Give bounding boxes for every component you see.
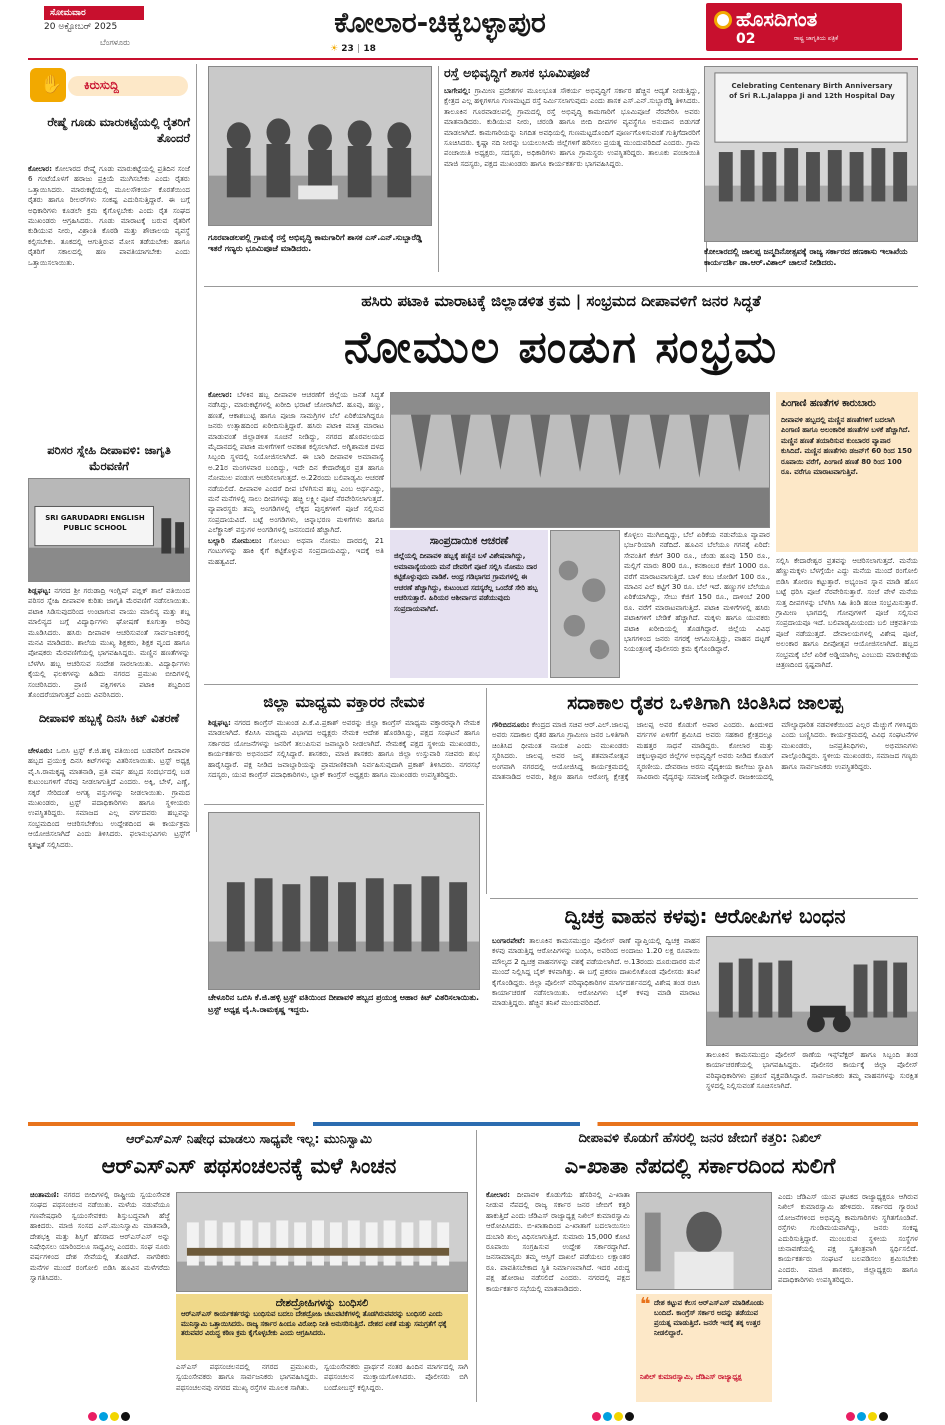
market-caption-title: ಸಾಂಪ್ರದಾಯಿಕ ಆಚರಣೆ (429, 535, 509, 547)
sidebar-story3-headline: ದೀಪಾವಳಿ ಹಬ್ಬಕ್ಕೆ ದಿನಸಿ ಕಿಟ್ ವಿತರಣೆ (38, 711, 180, 725)
nikhil-quote-text: ದೇಶ ಕಟ್ಟುವ ಕೆಲಸ ಆರ್‌ಎಸ್‌ಎಸ್ ಮಾಡಿಕೊಂಡು ಬಂದಿದೆ. ಕಾಂಗ್ರೆಸ್ ಸರ್ಕಾರ ಅದನ್ನು ತಡೆಯುವ ಪ್ರಯತ್ನ ಮಾಡುತ್ತಿದೆ. ಜನರೇ ಇದಕ್ಕೆ ತಕ್ಕ ಉತ್ತರ ನೀಡಲಿದ್ದಾರೆ. (654, 1299, 764, 1337)
media-spokesperson-dateline: ಶಿಡ್ಲಘಟ್ಟ: (208, 718, 231, 727)
market-photo (390, 392, 770, 528)
vehicle-theft-dateline: ಬಂಗಾರಪೇಟೆ: (492, 936, 526, 945)
ekhata-col3-text: ಎಂದು ಜೆಡಿಎಸ್ ಯುವ ಘಟಕದ ರಾಜ್ಯಾಧ್ಯಕ್ಷರೂ ಆಗಿರುವ ನಿಖಿಲ್ ಕುಮಾರಸ್ವಾಮಿ ಹೇಳಿದರು. ಸರ್ಕಾರದ ಗ್ಯಾರಂಟಿ ಯೋಜನೆಗಳಿಂದ ಅಭಿವೃದ್ಧಿ ಕಾಮಗಾರಿಗಳು ಸ್ಥಗಿತಗೊಂಡಿವೆ. ರಸ್ತೆಗಳು ಗುಂಡಿಮಯವಾಗಿದ್ದು, ಜನರು ಸಂಕಷ್ಟ ಎದುರಿಸುತ್ತಿದ್ದಾರೆ. ಮುಂಬರುವ ಸ್ಥಳೀಯ ಸಂಸ್ಥೆಗಳ ಚುನಾವಣೆಯಲ್ಲಿ ಪಕ್ಷ ಸ್ವತಂತ್ರವಾಗಿ ಸ್ಪರ್ಧಿಸಲಿದೆ. ಕಾರ್ಯಕರ್ತರು ಸಂಘಟನೆ ಬಲಪಡಿಸಲು ಶ್ರಮಿಸಬೇಕು ಎಂದರು. ಮಾಜಿ ಶಾಸಕರು, ಜಿಲ್ಲಾಧ್ಯಕ್ಷರು ಹಾಗೂ ಪದಾಧಿಕಾರಿಗಳು ಉಪಸ್ಥಿತರಿದ್ದರು. (778, 1192, 918, 1285)
bottom-divider (476, 1130, 477, 1402)
rss-headline: ಆರ್‌ಎಸ್‌ಎಸ್ ಪಥಸಂಚಲನಕ್ಕೆ ಮಳೆ ಸಿಂಚನ (101, 1154, 397, 1178)
top-row-rule (204, 286, 918, 287)
kit-distribution-caption: ಚೇಳೂರಿನ ಒಬಿಸಿ ಕೆ.ಜಿ.ಹಳ್ಳಿ ಟ್ರಸ್ಟ್ ವತಿಯಿಂದ ದೀಪಾವಳಿ ಹಬ್ಬದ ಪ್ರಯುಕ್ತ ಆಹಾರ ಕಿಟ್ ವಿತರಿಸಲಾಯಿತು. ಟ್ರಸ್ಟ್ ಅಧ್ಯಕ್ಷ ವೈ.ಸಿ.ರಾಮಕೃಷ್ಣ ಇದ್ದರು. (208, 993, 480, 1014)
ekhata-kicker: ದೀಪಾವಳಿ ಕೊಡುಗೆ ಹೆಸರಲ್ಲಿ ಜನರ ಜೇಬಿಗೆ ಕತ್ತರಿ: ನಿಖಿಲ್ (578, 1131, 822, 1146)
lead-col1-tail: ಗೋಂಟು ಅಥವಾ ನೋಮು ದಾರದಲ್ಲಿ 21 ಗಂಟುಗಳನ್ನು ಹಾಕಿ ಕೈಗೆ ಕಟ್ಟಿಕೊಳ್ಳುವ ಸಂಪ್ರದಾಯವಿದ್ದು, ಇದಕ್ಕೆ ಅತಿ ಮಹತ್ವವಿದೆ. (208, 535, 385, 566)
sidebar-story3-dateline: ಚೇಳೂರು: (28, 746, 53, 755)
ekhata-col3 (778, 1192, 918, 1402)
masthead-city: ಬೆಂಗಳೂರು (100, 38, 130, 47)
jalappa-tribute-headline: ಸದಾಕಾಲ ರೈತರ ಒಳಿತಿಗಾಗಿ ಚಿಂತಿಸಿದ ಜಾಲಪ್ಪ (567, 692, 843, 714)
rss-box (176, 1294, 468, 1360)
sidebar-story1-text: ಕೋಲಾರದ ರೇಷ್ಮೆ ಗೂಡು ಮಾರುಕಟ್ಟೆಯಲ್ಲಿ ಪ್ರತಿದಿನ ಸಂಜೆ 6 ಗಂಟೆಯೊಳಗೆ ಹರಾಜು ಪ್ರಕ್ರಿಯೆ ಮುಗಿಸಬೇಕು ಎಂದು ರೈತರು ಒತ್ತಾಯಿಸಿದರು. ಮಾರುಕಟ್ಟೆಯಲ್ಲಿ ಮೂಲಸೌಕರ್ಯ ಕೊರತೆಯಿಂದ ರೈತರು ಹಾಗೂ ರೀಲರ್‌ಗಳು ಸಂಕಷ್ಟ ಎದುರಿಸುತ್ತಿದ್ದಾರೆ. ಈ ಬಗ್ಗೆ ಅಧಿಕಾರಿಗಳು ಕೂಡಲೇ ಕ್ರಮ ಕೈಗೊಳ್ಳಬೇಕು ಎಂದು ರೈತ ಸಂಘದ ಮುಖಂಡರು ಆಗ್ರಹಿಸಿದರು. ಗೂಡು ಮಾರಾಟಕ್ಕೆ ಬರುವ ರೈತರಿಗೆ ಕುಡಿಯುವ ನೀರು, ವಿಶ್ರಾಂತಿ ಕೊಠಡಿ ಮತ್ತು ಶೌಚಾಲಯ ವ್ಯವಸ್ಥೆ ಕಲ್ಪಿಸಬೇಕು. ತೂಕದಲ್ಲಿ ಆಗುತ್ತಿರುವ ಮೋಸ ತಡೆಯಬೇಕು ಹಾಗೂ ರೈತರಿಗೆ ಸಕಾಲದಲ್ಲಿ ಹಣ ಪಾವತಿಯಾಗಬೇಕು ಎಂದು ಒತ್ತಾಯಿಸಲಾಯಿತು. (28, 164, 190, 267)
media-spokesperson-text: ನಗರದ ಕಾಂಗ್ರೆಸ್ ಮುಖಂಡ ಪಿ.ಕೆ.ವಿ.ಪ್ರಕಾಶ್ ಅವರನ್ನು ಜಿಲ್ಲಾ ಕಾಂಗ್ರೆಸ್ ಮಾಧ್ಯಮ ವಕ್ತಾರರನ್ನಾಗಿ ನೇಮಕ ಮಾಡಲಾಗಿದೆ. ಕೆಪಿಸಿಸಿ ಮಾಧ್ಯಮ ವಿಭಾಗದ ಅಧ್ಯಕ್ಷರು ನೇಮಕ ಆದೇಶ ಹೊರಡಿಸಿದ್ದು, ಪಕ್ಷದ ಸಂಘಟನೆ ಹಾಗೂ ಸರ್ಕಾರದ ಯೋಜನೆಗಳನ್ನು ಜನರಿಗೆ ತಲುಪಿಸುವ ಜವಾಬ್ದಾರಿ ನೀಡಲಾಗಿದೆ. ನೇಮಕಕ್ಕೆ ಪಕ್ಷದ ಸ್ಥಳೀಯ ಮುಖಂಡರು, ಕಾರ್ಯಕರ್ತರು ಅಭಿನಂದನೆ ಸಲ್ಲಿಸಿದ್ದಾರೆ. ಶಾಸಕರು, ಮಾಜಿ ಶಾಸಕರು ಹಾಗೂ ಜಿಲ್ಲಾ ಉಸ್ತುವಾರಿ ಸಚಿವರು ಶುಭ ಹಾರೈಸಿದ್ದಾರೆ. ಪಕ್ಷ ನೀಡಿದ ಜವಾಬ್ದಾರಿಯನ್ನು ಪ್ರಾಮಾಣಿಕವಾಗಿ ನಿರ್ವಹಿಸುವುದಾಗಿ ಪ್ರಕಾಶ್ ತಿಳಿಸಿದರು. ನಗರಸಭೆ ಸದಸ್ಯರು, ಯುವ ಕಾಂಗ್ರೆಸ್ ಪದಾಧಿಕಾರಿಗಳು, ಬ್ಲಾಕ್ ಕಾಂಗ್ರೆಸ್ ಅಧ್ಯಕ್ಷರು ಹಾಗೂ ಮುಖಂಡರು ಉಪಸ್ಥಿತರಿದ್ದರು. (208, 718, 480, 780)
registration-dots-right (846, 1406, 906, 1416)
media-spokesperson-body (208, 718, 480, 802)
sidebar-story3-body (28, 746, 190, 849)
seized-vehicles-photo (706, 936, 918, 1046)
school-banner-text: SRI GARUDADRI ENGLISH PUBLIC SCHOOL (45, 514, 145, 532)
lead-bottom-rule (204, 684, 918, 685)
rss-dateline: ಚಿಂತಾಮಣಿ: (30, 1190, 60, 1199)
road-story-text: ಗ್ರಾಮೀಣ ಪ್ರದೇಶಗಳ ಮೂಲಭೂತ ಸೌಕರ್ಯ ಅಭಿವೃದ್ಧಿಗೆ ಸರ್ಕಾರ ಹೆಚ್ಚಿನ ಆದ್ಯತೆ ನೀಡುತ್ತಿದ್ದು, ಕ್ಷೇತ್ರದ ಎಲ್ಲ ಹಳ್ಳಿಗಳಿಗೂ ಗುಣಮಟ್ಟದ ರಸ್ತೆ ನಿರ್ಮಿಸಲಾಗುವುದು ಎಂದು ಶಾಸಕ ಎಸ್.ಎನ್.ಸುಬ್ಬಾರೆಡ್ಡಿ ತಿಳಿಸಿದರು. ತಾಲೂಕಿನ ಗೂರವಾಡಲಪಲ್ಲಿ ಗ್ರಾಮದಲ್ಲಿ ರಸ್ತೆ ಅಭಿವೃದ್ಧಿ ಕಾಮಗಾರಿಗೆ ಭೂಮಿಪೂಜೆ ನೆರವೇರಿಸಿ ಅವರು ಮಾತನಾಡಿದರು. ಕುಡಿಯುವ ನೀರು, ಚರಂಡಿ ಹಾಗೂ ಬೀದಿ ದೀಪಗಳ ವ್ಯವಸ್ಥೆಗೂ ಅನುದಾನ ಬಿಡುಗಡೆ ಮಾಡಲಾಗಿದೆ. ಕಾಮಗಾರಿಯನ್ನು ನಿಗದಿತ ಅವಧಿಯಲ್ಲಿ ಗುಣಮಟ್ಟದೊಂದಿಗೆ ಪೂರ್ಣಗೊಳಿಸುವಂತೆ ಗುತ್ತಿಗೆದಾರರಿಗೆ ಸೂಚಿಸಿದರು. ಕೃಷ್ಣಾ ನದಿ ನೀರನ್ನು ಬಯಲುಸೀಮೆ ಜಿಲ್ಲೆಗಳಿಗೆ ಹರಿಸಲು ಪ್ರಯತ್ನ ಮುಂದುವರಿದಿದೆ ಎಂದರು. ಗ್ರಾಮ ಪಂಚಾಯಿತಿ ಅಧ್ಯಕ್ಷರು, ಸದಸ್ಯರು, ಅಧಿಕಾರಿಗಳು ಹಾಗೂ ಗ್ರಾಮಸ್ಥರು ಉಪಸ್ಥಿತರಿದ್ದರು. ತಾಲೂಕು ಪಂಚಾಯಿತಿ ಮಾಜಿ ಸದಸ್ಯರು, ಪಕ್ಷದ ಮುಖಂಡರು ಹಾಗೂ ಕಾರ್ಯಕರ್ತರು ಭಾಗವಹಿಸಿದ್ದರು. (444, 86, 700, 168)
ekhata-col1-text: ದೀಪಾವಳಿ ಕೊಡುಗೆಯ ಹೆಸರಿನಲ್ಲಿ ಎ-ಖಾತಾ ನೀಡುವ ನೆಪದಲ್ಲಿ ರಾಜ್ಯ ಸರ್ಕಾರ ಜನರ ಜೇಬಿಗೆ ಕತ್ತರಿ ಹಾಕುತ್ತಿದೆ ಎಂದು ಜೆಡಿಎಸ್ ರಾಜ್ಯಾಧ್ಯಕ್ಷ ನಿಖಿಲ್ ಕುಮಾರಸ್ವಾಮಿ ಆರೋಪಿಸಿದರು. ಬಿ-ಖಾತಾದಿಂದ ಎ-ಖಾತಾಗೆ ಬದಲಾಯಿಸಲು ದುಬಾರಿ ಶುಲ್ಕ ವಿಧಿಸಲಾಗುತ್ತಿದೆ. ಸುಮಾರು 15,000 ಕೋಟಿ ರೂಪಾಯಿ ಸಂಗ್ರಹಿಸುವ ಉದ್ದೇಶ ಸರ್ಕಾರದ್ದಾಗಿದೆ. ಜನಸಾಮಾನ್ಯರು ತಮ್ಮ ಆಸ್ತಿಗೆ ದಾಖಲೆ ಪಡೆಯಲು ಲಕ್ಷಾಂತರ ರೂ. ಪಾವತಿಸಬೇಕಾದ ಸ್ಥಿತಿ ನಿರ್ಮಾಣವಾಗಿದೆ. ಇದರ ವಿರುದ್ಧ ಪಕ್ಷ ಹೋರಾಟ ನಡೆಸಲಿದೆ ಎಂದರು. ನಗರದಲ್ಲಿ ಪಕ್ಷದ ಕಾರ್ಯಕರ್ತರ ಸಭೆಯಲ್ಲಿ ಮಾತನಾಡಿದರು. (486, 1190, 630, 1293)
hand-icon: ✋ (40, 74, 63, 95)
rss-col3-text: ಸ್ವಯಂಸೇವಕರು ಪ್ರಾರ್ಥನೆ ನಂತರ ಹಿಂದಿನ ಮಾರ್ಗದಲ್ಲಿ ಸಾಗಿ ಪಥಸಂಚಲನ ಮುಕ್ತಾಯಗೊಳಿಸಿದರು. ಪೊಲೀಸರು ಬಿಗಿ ಬಂದೋಬಸ್ತ್ ಕಲ್ಪಿಸಿದ್ದರು. (324, 1362, 468, 1392)
road-story-headline: ರಸ್ತೆ ಅಭಿವೃದ್ಧಿಗೆ ಶಾಸಕ ಭೂಮಿಪೂಜೆ (444, 65, 590, 80)
ekhata-headline: ಎ-ಖಾತಾ ನೆಪದಲ್ಲಿ ಸರ್ಕಾರದಿಂದ ಸುಲಿಗೆ (564, 1154, 836, 1178)
sidebar-story3-text: ಒಬಿಸಿ ಟ್ರಸ್ಟ್ ಕೆ.ಜಿ.ಹಳ್ಳಿ ವತಿಯಿಂದ ಬಡವರಿಗೆ ದೀಪಾವಳಿ ಹಬ್ಬದ ಪ್ರಯುಕ್ತ ದಿನಸಿ ಕಿಟ್‌ಗಳನ್ನು ವಿತರಿಸಲಾಯಿತು. ಟ್ರಸ್ಟ್ ಅಧ್ಯಕ್ಷ ವೈ.ಸಿ.ರಾಮಕೃಷ್ಣ ಮಾತನಾಡಿ, ಪ್ರತಿ ವರ್ಷ ಹಬ್ಬದ ಸಂದರ್ಭದಲ್ಲಿ ಬಡ ಕುಟುಂಬಗಳಿಗೆ ನೆರವು ನೀಡಲಾಗುತ್ತಿದೆ ಎಂದರು. ಅಕ್ಕಿ, ಬೇಳೆ, ಎಣ್ಣೆ, ಸಕ್ಕರೆ ಸೇರಿದಂತೆ ಅಗತ್ಯ ವಸ್ತುಗಳನ್ನು ನೀಡಲಾಯಿತು. ಗ್ರಾಮದ ಮುಖಂಡರು, ಟ್ರಸ್ಟ್ ಪದಾಧಿಕಾರಿಗಳು ಹಾಗೂ ಸ್ಥಳೀಯರು ಉಪಸ್ಥಿತರಿದ್ದರು. ಸಮಾಜದ ಎಲ್ಲ ವರ್ಗದವರು ಹಬ್ಬವನ್ನು ಸಂಭ್ರಮದಿಂದ ಆಚರಿಸಬೇಕೆಂಬ ಉದ್ದೇಶದಿಂದ ಈ ಕಾರ್ಯಕ್ರಮ ಆಯೋಜಿಸಲಾಗಿದೆ ಎಂದು ತಿಳಿಸಿದರು. ಫಲಾನುಭವಿಗಳು ಟ್ರಸ್ಟ್‌ಗೆ ಕೃತಜ್ಞತೆ ಸಲ್ಲಿಸಿದರು. (28, 746, 190, 849)
mid-divider (486, 688, 487, 894)
rss-kicker: ಆರ್‌ಎಸ್‌ಎಸ್ ನಿಷೇಧ ಮಾಡಲು ಸಾಧ್ಯವೇ ಇಲ್ಲ: ಮುನಿಸ್ವಾಮಿ (126, 1131, 372, 1146)
lead-col1-text: ಬೆಳಕಿನ ಹಬ್ಬ ದೀಪಾವಳಿ ಆಚರಣೆಗೆ ಜಿಲ್ಲೆಯ ಜನತೆ ಸಿದ್ಧತೆ ನಡೆಸಿದ್ದು, ಮಾರುಕಟ್ಟೆಗಳಲ್ಲಿ ಖರೀದಿ ಭರಾಟೆ ಜೋರಾಗಿದೆ. ಹೂವು, ಹಣ್ಣು, ಹಣತೆ, ಆಕಾಶಬುಟ್ಟಿ ಹಾಗೂ ಪೂಜಾ ಸಾಮಗ್ರಿಗಳ ಬೆಲೆ ಏರಿಕೆಯಾಗಿದ್ದರೂ ಜನರು ಉತ್ಸಾಹದಿಂದ ಖರೀದಿಸುತ್ತಿದ್ದಾರೆ. ಹಸಿರು ಪಟಾಕಿ ಮಾತ್ರ ಮಾರಾಟ ಮಾಡುವಂತೆ ಜಿಲ್ಲಾಡಳಿತ ಸೂಚನೆ ನೀಡಿದ್ದು, ನಗರದ ಹೊರವಲಯದ ಮೈದಾನದಲ್ಲಿ ಪಟಾಕಿ ಮಳಿಗೆಗಳಿಗೆ ಅವಕಾಶ ಕಲ್ಪಿಸಲಾಗಿದೆ. ಅಗ್ನಿಶಾಮಕ ದಳದ ಸಿಬ್ಬಂದಿ ಸ್ಥಳದಲ್ಲಿ ನಿಯೋಜಿಸಲಾಗಿದೆ. ಈ ಬಾರಿ ದೀಪಾವಳಿ ಅಮಾವಾಸ್ಯೆ ಅ.21ರ ಮಂಗಳವಾರ ಬಂದಿದ್ದು, ಇದೇ ದಿನ ಕೇದಾರೇಶ್ವರ ವ್ರತ ಹಾಗೂ ನೋಮುಲ ಪಂಡುಗ ಆಚರಿಸಲಾಗುತ್ತದೆ. ಅ.22ರಂದು ಬಲಿಪಾಡ್ಯಮಿ ಆಚರಣೆ ನಡೆಯಲಿದೆ. ದೀಪಾವಳಿ ಎಂದರೆ ದೀಪ ಬೆಳಗಿಸುವ ಹಬ್ಬ ಎಂಬ ಅರ್ಥವಿದ್ದು, ಮನೆ ಮನೆಗಳಲ್ಲಿ ಸಾಲು ದೀಪಗಳನ್ನು ಹಚ್ಚಿ ಲಕ್ಷ್ಮೀ ಪೂಜೆ ನೆರವೇರಿಸಲಾಗುತ್ತದೆ. ವ್ಯಾಪಾರಸ್ಥರು ತಮ್ಮ ಅಂಗಡಿಗಳಲ್ಲಿ ಲೆಕ್ಕದ ಪುಸ್ತಕಗಳಿಗೆ ಪೂಜೆ ಸಲ್ಲಿಸುವ ಸಂಪ್ರದಾಯವಿದೆ. ಬಟ್ಟೆ ಅಂಗಡಿಗಳು, ಚಿನ್ನಾಭರಣ ಮಳಿಗೆಗಳು ಹಾಗೂ ಎಲೆಕ್ಟ್ರಾನಿಕ್ ವಸ್ತುಗಳ ಅಂಗಡಿಗಳಲ್ಲಿ ಜನಸಂದಣಿ ಹೆಚ್ಚಾಗಿದೆ. (208, 390, 384, 535)
vehicle-theft-headline: ದ್ವಿಚಕ್ರ ವಾಹನ ಕಳವು: ಆರೋಪಿಗಳ ಬಂಧನ (564, 904, 846, 928)
sidebar-school-photo (28, 478, 190, 582)
ekhata-col1 (486, 1190, 630, 1402)
sidebar-story2-text: ನಗರದ ಶ್ರೀ ಗರುಡಾದ್ರಿ ಇಂಗ್ಲಿಷ್ ಪಬ್ಲಿಕ್ ಶಾಲೆ ವತಿಯಿಂದ ಪರಿಸರ ಸ್ನೇಹಿ ದೀಪಾವಳಿ ಕುರಿತು ಜಾಗೃತಿ ಮೆರವಣಿಗೆ ನಡೆಸಲಾಯಿತು. ಪಟಾಕಿ ಸಿಡಿಸುವುದರಿಂದ ಉಂಟಾಗುವ ವಾಯು ಮಾಲಿನ್ಯ ಮತ್ತು ಶಬ್ದ ಮಾಲಿನ್ಯದ ಬಗ್ಗೆ ವಿದ್ಯಾರ್ಥಿಗಳು ಘೋಷಣೆ ಕೂಗುತ್ತಾ ಅರಿವು ಮೂಡಿಸಿದರು. ಹಸಿರು ದೀಪಾವಳಿ ಆಚರಿಸುವಂತೆ ಸಾರ್ವಜನಿಕರಲ್ಲಿ ಮನವಿ ಮಾಡಿದರು. ಶಾಲೆಯ ಮುಖ್ಯ ಶಿಕ್ಷಕರು, ಶಿಕ್ಷಕ ವೃಂದ ಹಾಗೂ ಪೋಷಕರು ಮೆರವಣಿಗೆಯಲ್ಲಿ ಭಾಗವಹಿಸಿದ್ದರು. ಮಣ್ಣಿನ ಹಣತೆಗಳನ್ನು ಬೆಳಗಿಸಿ ಹಬ್ಬ ಆಚರಿಸುವ ಸಂದೇಶ ಸಾರಲಾಯಿತು. ವಿದ್ಯಾರ್ಥಿಗಳು ಕೈಯಲ್ಲಿ ಫಲಕಗಳನ್ನು ಹಿಡಿದು ನಗರದ ಪ್ರಮುಖ ಬೀದಿಗಳಲ್ಲಿ ಸಂಚರಿಸಿದರು. ಪ್ರಾಣಿ ಪಕ್ಷಿಗಳಿಗೂ ಪಟಾಕಿ ಶಬ್ದದಿಂದ ತೊಂದರೆಯಾಗುತ್ತದೆ ಎಂದು ವಿವರಿಸಿದರು. (28, 586, 190, 700)
vehicle-top-rule (490, 898, 918, 899)
sidebar-story2-body (28, 586, 190, 706)
market-photo-captionbox (390, 530, 548, 678)
registration-dots-center (592, 1406, 652, 1416)
registration-dots-left (88, 1406, 148, 1416)
temp-high: 23 (341, 44, 354, 54)
masthead-day: ಸೋಮವಾರ (44, 6, 144, 20)
lead-sidebox-body: ದೀಪಾವಳಿ ಹಬ್ಬದಲ್ಲಿ ಮಣ್ಣಿನ ಹಣತೆಗಳಿಗೆ ಬದಲಾಗಿ ಪಿಂಗಾಣಿ ಹಾಗೂ ಅಲಂಕಾರಿಕ ಹಣತೆಗಳ ಬಳಕೆ ಹೆಚ್ಚಾಗಿದೆ. ಮಣ್ಣಿನ ಹಣತೆ ತಯಾರಿಸುವ ಕುಂಬಾರರ ವ್ಯಾಪಾರ ಕುಸಿದಿದೆ. ಮಣ್ಣಿನ ಹಣತೆಗಳು ಡಜನ್‌ಗೆ 60 ರಿಂದ 150 ರೂಪಾಯಿ ವರೆಗೆ, ಪಿಂಗಾಣಿ ಹಣತೆ 80 ರಿಂದ 100 ರೂ. ವರೆಗೂ ಮಾರಾಟವಾಗುತ್ತಿವೆ. (781, 416, 912, 477)
rss-col2 (176, 1362, 318, 1402)
quote-mark-icon: ❝ (640, 1294, 651, 1315)
vehicle-theft-text2: ತಾಲೂಕಿನ ಕಾಮಸಮುದ್ರಂ ಪೊಲೀಸ್ ಠಾಣೆಯ ಇನ್ಸ್‌ಪೆಕ್ಟರ್ ಹಾಗೂ ಸಿಬ್ಬಂದಿ ತಂಡ ಕಾರ್ಯಾಚರಣೆಯಲ್ಲಿ ಭಾಗವಹಿಸಿದ್ದರು. ಪೊಲೀಸರ ಕಾರ್ಯಕ್ಕೆ ಜಿಲ್ಲಾ ಪೊಲೀಸ್ ವರಿಷ್ಠಾಧಿಕಾರಿಗಳು ಪ್ರಶಂಸೆ ವ್ಯಕ್ತಪಡಿಸಿದ್ದಾರೆ. ಸಾರ್ವಜನಿಕರು ತಮ್ಮ ವಾಹನಗಳನ್ನು ಸುರಕ್ಷಿತ ಸ್ಥಳದಲ್ಲಿ ನಿಲ್ಲಿಸುವಂತೆ ಸೂಚಿಸಲಾಗಿದೆ. (706, 1050, 918, 1091)
sidebar-story1-headline: ರೇಷ್ಮೆ ಗೂಡು ಮಾರುಕಟ್ಟೆಯಲ್ಲಿ ರೈತರಿಗೆ ತೊಂದರೆ (47, 115, 190, 145)
brand-logo-icon (714, 11, 732, 29)
mid-left-rule (204, 804, 484, 805)
sidebar-story1-dateline: ಕೋಲಾರ: (28, 164, 53, 173)
jalappa-event-photo (704, 66, 918, 242)
lead-subhead: ಬಲ್ಲಾರಿ ನೋಮುಲು: (208, 535, 262, 545)
nikhil-quote-box (636, 1294, 772, 1402)
lead-kicker: ಹಸಿರು ಪಟಾಕಿ ಮಾರಾಟಕ್ಕೆ ಜಿಲ್ಲಾಡಳಿತ ಕ್ರಮ | ಸಂಭ್ರಮದ ದೀಪಾವಳಿಗೆ ಜನರ ಸಿದ್ಧತೆ (361, 292, 761, 310)
road-story-body (444, 86, 700, 270)
weather-widget: ☀ 23 | 18 (330, 44, 376, 54)
groundbreaking-photo (208, 66, 432, 226)
brand-tagline: ರಾಷ್ಟ್ರ ಜಾಗೃತಿಯ ಪತ್ರಿಕೆ (794, 35, 839, 42)
road-story-dateline: ಬಾಗೇಪಲ್ಲಿ: (444, 86, 471, 95)
jalappa-tribute-body (492, 720, 918, 892)
rss-box-title: ದೇಶದ್ರೋಹಿಗಳನ್ನು ಬಂಧಿಸಲಿ (275, 1298, 369, 1309)
rss-march-photo (176, 1192, 468, 1292)
edition-title: ಕೋಲಾರ-ಚಿಕ್ಕಬಳ್ಳಾಪುರ (334, 6, 546, 39)
nikhil-photo (636, 1192, 772, 1290)
rss-col1-text: ನಗರದ ಬೀದಿಗಳಲ್ಲಿ ರಾಷ್ಟ್ರೀಯ ಸ್ವಯಂಸೇವಕ ಸಂಘದ ಪಥಸಂಚಲನ ನಡೆಯಿತು. ಮಳೆಯ ನಡುವೆಯೂ ಗಣವೇಷಧಾರಿ ಸ್ವಯಂಸೇವಕರು ಶಿಸ್ತುಬದ್ಧವಾಗಿ ಹೆಜ್ಜೆ ಹಾಕಿದರು. ಮಾಜಿ ಸಂಸದ ಎಸ್.ಮುನಿಸ್ವಾಮಿ ಮಾತನಾಡಿ, ದೇಶಭಕ್ತಿ ಮತ್ತು ಶಿಸ್ತಿಗೆ ಹೆಸರಾದ ಆರ್‌ಎಸ್‌ಎಸ್ ಅನ್ನು ನಿಷೇಧಿಸಲು ಯಾರಿಂದಲೂ ಸಾಧ್ಯವಿಲ್ಲ ಎಂದರು. ಸಂಘ ನೂರು ವರ್ಷಗಳಿಂದ ದೇಶ ಸೇವೆಯಲ್ಲಿ ತೊಡಗಿದೆ. ನಾಗರಿಕರು ಮನೆಗಳ ಮುಂದೆ ರಂಗೋಲಿ ಬಿಡಿಸಿ ಹೂವಿನ ಮಳೆಗರೆದು ಸ್ವಾಗತಿಸಿದರು. (30, 1190, 170, 1283)
vehicle-theft-body2 (706, 1050, 918, 1116)
sidebar (28, 64, 190, 849)
lead-col1 (208, 390, 384, 678)
kit-distribution-photo (208, 812, 480, 990)
brand-name: ಹೊಸದಿಗಂತ (736, 7, 818, 31)
jalappa-banner-text: Celebrating Centenary Birth Anniversary of Sri R.L.Jalappa Ji and 12th Hospital Day (729, 82, 895, 100)
sidebar-story2-dateline: ಶಿಡ್ಲಘಟ್ಟ: (28, 586, 51, 595)
bottom-section-bar (28, 1122, 918, 1126)
vehicle-theft-body (492, 936, 700, 1116)
jalappa-tribute-dateline: ಗೌರಿಬಿದನೂರು: (492, 720, 530, 729)
media-spokesperson-headline: ಜಿಲ್ಲಾ ಮಾಧ್ಯಮ ವಕ್ತಾರರ ನೇಮಕ (263, 693, 425, 711)
jalappa-event-caption: ಕೋಲಾರದಲ್ಲಿ ಜಾಲಪ್ಪ ಜನ್ಮದಿನೋತ್ಸವಕ್ಕೆ ರಾಜ್ಯ ಸರ್ಕಾರದ ಹಣಕಾಸು ಇಲಾಖೆಯ ಕಾರ್ಯದರ್ಶಿ ಡಾ.ಆರ್.ವಿಶಾಲ್ ಚಾಲನೆ ನೀಡಿದರು. (704, 247, 908, 267)
market-caption-body: ಜಿಲ್ಲೆಯಲ್ಲಿ ದೀಪಾವಳಿ ಹಬ್ಬಕ್ಕೆ ಹಣ್ಣಿನ ಬಳೆ ವಿಶೇಷವಾಗಿದ್ದು, ಅಮಾವಾಸ್ಯೆಯಂದು ಮನೆ ದೇವರಿಗೆ ಪೂಜೆ ಸಲ್ಲಿಸಿ ನೋಮು ದಾರ ಕಟ್ಟಿಕೊಳ್ಳುವುದು ವಾಡಿಕೆ. ಆಂಧ್ರ ಗಡಿಭಾಗದ ಗ್ರಾಮಗಳಲ್ಲಿ ಈ ಆಚರಣೆ ಹೆಚ್ಚಾಗಿದ್ದು, ಕುಟುಂಬದ ಸದಸ್ಯರೆಲ್ಲ ಒಂದೆಡೆ ಸೇರಿ ಹಬ್ಬ ಆಚರಿಸುತ್ತಾರೆ. ಹಿರಿಯರ ಆಶೀರ್ವಾದ ಪಡೆಯುವುದು ಸಂಪ್ರದಾಯವಾಗಿದೆ. (394, 552, 538, 613)
sidebar-divider (196, 64, 197, 832)
masthead-date: 20 ಅಕ್ಟೋಬರ್ 2025 (44, 22, 118, 32)
rss-col3 (324, 1362, 468, 1402)
kiru-label-bar (68, 76, 188, 96)
lead-col3-text: ಕೊಳ್ಳಲು ಮುಗಿಬಿದ್ದಿದ್ದು, ಬೆಲೆ ಏರಿಕೆಯ ನಡುವೆಯೂ ವ್ಯಾಪಾರ ಭರ್ಜರಿಯಾಗಿ ನಡೆದಿದೆ. ಹೂವಿನ ಬೆಲೆಯೂ ಗಗನಕ್ಕೆ ಏರಿದೆ: ಸೇವಂತಿಗೆ ಕೆಜಿಗೆ 300 ರೂ., ಚೆಂಡು ಹೂವು 150 ರೂ., ಮಲ್ಲಿಗೆ ಮಾರು 800 ರೂ., ಕನಕಾಂಬರ ಕೆಜಿಗೆ 1000 ರೂ. ವರೆಗೆ ಮಾರಾಟವಾಗುತ್ತಿದೆ. ಬಾಳೆ ಕಂಬ ಜೋಡಿಗೆ 100 ರೂ., ಮಾವಿನ ಎಲೆ ಕಟ್ಟಿಗೆ 30 ರೂ. ಬೆಲೆ ಇದೆ. ಹಣ್ಣುಗಳ ಬೆಲೆಯೂ ಏರಿಕೆಯಾಗಿದ್ದು, ಸೇಬು ಕೆಜಿಗೆ 150 ರೂ., ದಾಳಿಂಬೆ 200 ರೂ. ವರೆಗೆ ಮಾರಾಟವಾಗುತ್ತಿದೆ. ಪಟಾಕಿ ಮಳಿಗೆಗಳಲ್ಲಿ ಹಸಿರು ಪಟಾಕಿಗಳಿಗೆ ಬೇಡಿಕೆ ಹೆಚ್ಚಾಗಿದೆ. ಮಕ್ಕಳು ಹಾಗೂ ಯುವಕರು ಪಟಾಕಿ ಖರೀದಿಯಲ್ಲಿ ತೊಡಗಿದ್ದಾರೆ. ಜಿಲ್ಲೆಯ ವಿವಿಧ ಭಾಗಗಳಿಂದ ಜನರು ನಗರಕ್ಕೆ ಆಗಮಿಸುತ್ತಿದ್ದು, ವಾಹನ ದಟ್ಟಣೆ ನಿಯಂತ್ರಣಕ್ಕೆ ಪೊಲೀಸರು ಕ್ರಮ ಕೈಗೊಂಡಿದ್ದಾರೆ. (624, 530, 770, 654)
groundbreaking-caption: ಗೂರವಾಡಲಪಲ್ಲಿ ಗ್ರಾಮಕ್ಕೆ ರಸ್ತೆ ಅಭಿವೃದ್ಧಿ ಕಾಮಗಾರಿಗೆ ಶಾಸಕ ಎಸ್.ಎನ್.ಸುಬ್ಬಾರೆಡ್ಡಿ ಇತರೆ ಗಣ್ಯರು ಭೂಮಿಪೂಜೆ ಮಾಡಿದರು. (208, 233, 422, 253)
lead-sidebox-title: ಪಿಂಗಾಣಿ ಹಣತೆಗಳ ಕಾರುಬಾರು (781, 398, 876, 409)
sun-icon: ☀ (330, 44, 339, 54)
lead-sidebox (776, 392, 918, 552)
kiru-label: ಕಿರುಸುದ್ದಿ (84, 78, 119, 92)
lead-col3 (624, 530, 770, 678)
page-number: 02 (736, 31, 756, 47)
masthead (0, 0, 945, 56)
masthead-rule (28, 58, 918, 60)
lead-headline: ನೋಮುಲ ಪಂಡುಗ ಸಂಭ್ರಮ (343, 322, 779, 373)
jalappa-tribute-text: ಕೇಂದ್ರದ ಮಾಜಿ ಸಚಿವ ಆರ್.ಎಲ್.ಜಾಲಪ್ಪ ಅವರು ಸದಾಕಾಲ ರೈತರ ಹಾಗೂ ಗ್ರಾಮೀಣ ಜನರ ಒಳಿತಿಗಾಗಿ ಚಿಂತಿಸಿದ ಧೀಮಂತ ನಾಯಕ ಎಂದು ಮುಖಂಡರು ಸ್ಮರಿಸಿದರು. ಜಾಲಪ್ಪ ಅವರ ಜನ್ಮ ಶತಮಾನೋತ್ಸವ ಅಂಗವಾಗಿ ನಗರದಲ್ಲಿ ಆಯೋಜಿಸಿದ್ದ ಕಾರ್ಯಕ್ರಮದಲ್ಲಿ ಮಾತನಾಡಿದ ಅವರು, ಶಿಕ್ಷಣ ಹಾಗೂ ಆರೋಗ್ಯ ಕ್ಷೇತ್ರಕ್ಕೆ ಜಾಲಪ್ಪ ಅವರ ಕೊಡುಗೆ ಅಪಾರ ಎಂದರು. ಹಿಂದುಳಿದ ವರ್ಗಗಳ ಏಳಿಗೆಗೆ ಶ್ರಮಿಸಿದ ಅವರು ಸಹಕಾರ ಕ್ಷೇತ್ರದಲ್ಲೂ ಮಹತ್ತರ ಸಾಧನೆ ಮಾಡಿದ್ದರು. ಕೋಲಾರ ಮತ್ತು ಚಿಕ್ಕಬಳ್ಳಾಪುರ ಜಿಲ್ಲೆಗಳ ಅಭಿವೃದ್ಧಿಗೆ ಅವರು ನೀಡಿದ ಕೊಡುಗೆ ಸ್ಮರಣೀಯ. ದೇವರಾಜ ಅರಸು ವೈದ್ಯಕೀಯ ಕಾಲೇಜು ಸ್ಥಾಪಿಸಿ ಸಾವಿರಾರು ವೈದ್ಯರನ್ನು ಸಮಾಜಕ್ಕೆ ನೀಡಿದ್ದಾರೆ. ರಾಜಕೀಯದಲ್ಲಿ ಮೌಲ್ಯಾಧಾರಿತ ನಡವಳಿಕೆಯಿಂದ ಎಲ್ಲರ ಮೆಚ್ಚುಗೆ ಗಳಿಸಿದ್ದರು ಎಂದು ಬಣ್ಣಿಸಿದರು. ಕಾರ್ಯಕ್ರಮದಲ್ಲಿ ವಿವಿಧ ಸಂಘಟನೆಗಳ ಮುಖಂಡರು, ಜನಪ್ರತಿನಿಧಿಗಳು, ಅಭಿಮಾನಿಗಳು ಪಾಲ್ಗೊಂಡಿದ್ದರು. ಸ್ಥಳೀಯ ಮುಖಂಡರು, ಸಮಾಜದ ಗಣ್ಯರು ಹಾಗೂ ಸಾರ್ವಜನಿಕರು ಉಪಸ್ಥಿತರಿದ್ದರು. (492, 720, 918, 782)
rss-col1 (30, 1190, 170, 1402)
ekhata-dateline: ಕೋಲಾರ: (486, 1190, 511, 1199)
sidebar-story2-headline: ಪರಿಸರ ಸ್ನೇಹಿ ದೀಪಾವಳಿ: ಜಾಗೃತಿ ಮೆರವಣಿಗೆ (47, 443, 171, 473)
top-divider-1 (438, 66, 439, 272)
nikhil-quote-author: ನಿಖಿಲ್ ಕುಮಾರಸ್ವಾಮಿ, ಜೆಡಿಎಸ್ ರಾಜ್ಯಾಧ್ಯಕ್ಷ (640, 1373, 742, 1381)
rss-col2-text: ಎಸ್‌ಎಸ್ ಪಥಸಂಚಲನದಲ್ಲಿ ನಗರದ ಪ್ರಮುಖರು, ಸ್ವಯಂಸೇವಕರು ಹಾಗೂ ಸಾರ್ವಜನಿಕರು ಭಾಗವಹಿಸಿದ್ದರು. ಪಥಸಂಚಲನವು ನಗರದ ಮುಖ್ಯ ರಸ್ತೆಗಳ ಮೂಲಕ ಸಾಗಿತು. (176, 1362, 318, 1392)
kiru-logo (30, 68, 66, 102)
lead-dateline: ಕೋಲಾರ: (208, 390, 233, 399)
sidebar-story1-body (28, 164, 190, 424)
brand-block (706, 3, 902, 51)
temp-low: 18 (363, 44, 376, 54)
fruit-stall-photo (550, 530, 620, 678)
lead-col5 (776, 556, 918, 678)
vehicle-theft-text: ತಾಲೂಕಿನ ಕಾಮಸಮುದ್ರಂ ಪೊಲೀಸ್ ಠಾಣೆ ವ್ಯಾಪ್ತಿಯಲ್ಲಿ ದ್ವಿಚಕ್ರ ವಾಹನ ಕಳವು ಮಾಡುತ್ತಿದ್ದ ಆರೋಪಿಗಳನ್ನು ಬಂಧಿಸಿ, ಅವರಿಂದ ಅಂದಾಜು 1.20 ಲಕ್ಷ ರೂಪಾಯಿ ಮೌಲ್ಯದ 2 ದ್ವಿಚಕ್ರ ವಾಹನಗಳನ್ನು ವಶಕ್ಕೆ ಪಡೆಯಲಾಗಿದೆ. ಅ.13ರಂದು ದೂರುದಾರರ ಮನೆ ಮುಂದೆ ನಿಲ್ಲಿಸಿದ್ದ ಬೈಕ್ ಕಳವಾಗಿತ್ತು. ಈ ಬಗ್ಗೆ ಪ್ರಕರಣ ದಾಖಲಿಸಿಕೊಂಡ ಪೊಲೀಸರು ತನಿಖೆ ಕೈಗೊಂಡಿದ್ದರು. ಜಿಲ್ಲಾ ಪೊಲೀಸ್ ವರಿಷ್ಠಾಧಿಕಾರಿಗಳ ಮಾರ್ಗದರ್ಶನದಲ್ಲಿ ವಿಶೇಷ ತಂಡ ರಚಿಸಿ ಕಾರ್ಯಾಚರಣೆ ನಡೆಸಲಾಯಿತು. ಆರೋಪಿಗಳು ಬೈಕ್ ಕಳವು ಮಾಡಿ ಮಾರಾಟ ಮಾಡುತ್ತಿದ್ದರು. ಹೆಚ್ಚಿನ ತನಿಖೆ ಮುಂದುವರಿದಿದೆ. (492, 936, 700, 1008)
lead-col5-text: ಸಲ್ಲಿಸಿ ಕೇದಾರೇಶ್ವರ ವ್ರತವನ್ನು ಆಚರಿಸಲಾಗುತ್ತದೆ. ಮನೆಯ ಹೆಣ್ಣುಮಕ್ಕಳು ಬೆಳಗ್ಗೆಯೇ ಎದ್ದು ಮನೆಯ ಮುಂದೆ ರಂಗೋಲಿ ಬಿಡಿಸಿ ತೋರಣ ಕಟ್ಟುತ್ತಾರೆ. ಅಭ್ಯಂಜನ ಸ್ನಾನ ಮಾಡಿ ಹೊಸ ಬಟ್ಟೆ ಧರಿಸಿ ಪೂಜೆ ನೆರವೇರಿಸುತ್ತಾರೆ. ಸಂಜೆ ವೇಳೆ ಮನೆಯ ಸುತ್ತ ದೀಪಗಳನ್ನು ಬೆಳಗಿಸಿ ಸಿಹಿ ತಿಂಡಿ ಹಂಚಿ ಸಂಭ್ರಮಿಸುತ್ತಾರೆ. ಗ್ರಾಮೀಣ ಭಾಗದಲ್ಲಿ ಗೋವುಗಳಿಗೆ ಪೂಜೆ ಸಲ್ಲಿಸುವ ಸಂಪ್ರದಾಯವೂ ಇದೆ. ಬಲಿಪಾಡ್ಯಮಿಯಂದು ಬಲಿ ಚಕ್ರವರ್ತಿಯ ಪೂಜೆ ನಡೆಯುತ್ತದೆ. ದೇವಾಲಯಗಳಲ್ಲಿ ವಿಶೇಷ ಪೂಜೆ, ಅಲಂಕಾರ ಹಾಗೂ ದೀಪೋತ್ಸವ ಆಯೋಜಿಸಲಾಗಿದೆ. ಹಬ್ಬದ ಸಂಭ್ರಮಕ್ಕೆ ಬೆಲೆ ಏರಿಕೆ ಅಡ್ಡಿಯಾಗಿಲ್ಲ ಎಂಬುದು ಮಾರುಕಟ್ಟೆಯ ಚಿತ್ರಣದಿಂದ ಸ್ಪಷ್ಟವಾಗಿದೆ. (776, 556, 918, 670)
rss-box-body: ಆರ್‌ಎಸ್‌ಎಸ್ ಕಾರ್ಯಕರ್ತರನ್ನು ಬಂಧಿಸುವ ಬದಲು ದೇಶದ್ರೋಹಿ ಚಟುವಟಿಕೆಗಳಲ್ಲಿ ತೊಡಗಿರುವವರನ್ನು ಬಂಧಿಸಲಿ ಎಂದು ಮುನಿಸ್ವಾಮಿ ಒತ್ತಾಯಿಸಿದರು. ರಾಜ್ಯ ಸರ್ಕಾರ ಹಿಂದೂ ವಿರೋಧಿ ನೀತಿ ಅನುಸರಿಸುತ್ತಿದೆ. ದೇಶದ ಏಕತೆ ಮತ್ತು ಸಮಗ್ರತೆಗೆ ಧಕ್ಕೆ ತರುವವರ ವಿರುದ್ಧ ಕಠಿಣ ಕ್ರಮ ಕೈಗೊಳ್ಳಬೇಕು ಎಂದು ಆಗ್ರಹಿಸಿದರು. (181, 1310, 447, 1338)
